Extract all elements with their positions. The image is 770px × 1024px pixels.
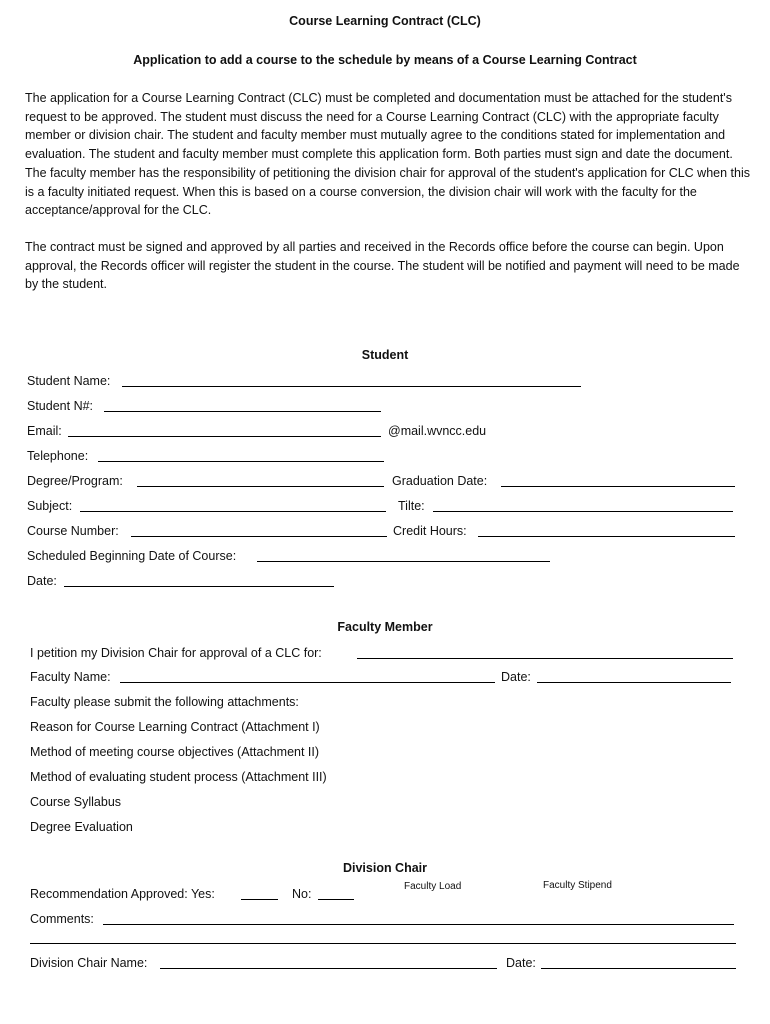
- student-name-field[interactable]: [122, 386, 581, 387]
- intro-paragraph-1: The application for a Course Learning Contract (CLC) must be completed and documentation must be attached for the student's request to be approved. The student must discuss the need for a Course Learning Contract (CLC) with the appropriate faculty member or division chair. The student and faculty member must mutually agree to the conditions stated for implementation and evaluation. The student and faculty member must complete this application form. Both parties must sign and date the document. The faculty member has the responsibility of petitioning the division chair for approval of the student's application for CLC when this is a faculty initiated request. When this is based on a course conversion, the division chair will work with the faculty for the acceptance/approval for the CLC.: [25, 91, 750, 218]
- attachments-intro: Faculty please submit the following attachments:: [30, 695, 299, 709]
- intro-section-2: [25, 238, 750, 294]
- faculty-heading: Faculty Member: [337, 620, 433, 634]
- student-number-field[interactable]: [104, 411, 381, 412]
- course-title-label: Tilte:: [398, 499, 425, 513]
- credit-hours-field[interactable]: [478, 536, 735, 537]
- page-title: Course Learning Contract (CLC): [289, 14, 481, 28]
- subject-field[interactable]: [80, 511, 386, 512]
- degree-program-label: Degree/Program:: [27, 474, 123, 488]
- page-subtitle: Application to add a course to the schedule by means of a Course Learning Contract: [133, 53, 637, 67]
- course-number-label: Course Number:: [27, 524, 119, 538]
- chair-name-field[interactable]: [160, 968, 497, 969]
- faculty-date-label: Date:: [501, 670, 531, 684]
- attachment-item: Method of meeting course objectives (Attachment II): [30, 745, 320, 759]
- graduation-date-label: Graduation Date:: [392, 474, 488, 488]
- graduation-date-field[interactable]: [501, 486, 735, 487]
- faculty-date-field[interactable]: [537, 682, 731, 683]
- intro-section: [25, 89, 750, 220]
- credit-hours-label: Credit Hours:: [393, 524, 467, 538]
- course-number-field[interactable]: [131, 536, 387, 537]
- student-name-label: Student Name:: [27, 374, 111, 388]
- faculty-name-label: Faculty Name:: [30, 670, 111, 684]
- approved-yes-field[interactable]: [241, 899, 278, 900]
- approved-no-label: No:: [292, 887, 312, 901]
- attachment-item: Degree Evaluation: [30, 820, 133, 834]
- faculty-load-label: Faculty Load: [404, 881, 462, 892]
- attachment-item: Course Syllabus: [30, 795, 122, 809]
- comments-label: Comments:: [30, 912, 94, 926]
- faculty-stipend-label: Faculty Stipend: [543, 880, 612, 891]
- attachment-item: Method of evaluating student process (Attachment III): [30, 770, 327, 784]
- student-number-label: Student N#:: [27, 399, 94, 413]
- recommendation-label: Recommendation Approved: Yes:: [30, 887, 215, 901]
- intro-paragraph-2: The contract must be signed and approved by all parties and received in the Records office before the course can begin. Upon approval, the Records officer will register the student in the course. The student will be notified and payment will need to be made by the student.: [25, 240, 740, 292]
- chair-date-label: Date:: [506, 956, 536, 970]
- chair-date-field[interactable]: [541, 968, 736, 969]
- division-chair-heading: Division Chair: [342, 861, 428, 875]
- petition-field[interactable]: [357, 658, 733, 659]
- student-date-field[interactable]: [64, 586, 334, 587]
- comments-field-line-2[interactable]: [30, 943, 736, 944]
- course-title-field[interactable]: [433, 511, 733, 512]
- begin-date-label: Scheduled Beginning Date of Course:: [27, 549, 237, 563]
- attachment-item: Reason for Course Learning Contract (Attachment I): [30, 720, 320, 734]
- telephone-field[interactable]: [98, 461, 384, 462]
- telephone-label: Telephone:: [27, 449, 89, 463]
- begin-date-field[interactable]: [257, 561, 550, 562]
- student-heading: Student: [361, 348, 409, 362]
- student-date-label: Date:: [27, 574, 57, 588]
- chair-name-label: Division Chair Name:: [30, 956, 148, 970]
- faculty-name-field[interactable]: [120, 682, 495, 683]
- petition-label: I petition my Division Chair for approval of a CLC for:: [30, 646, 322, 660]
- degree-program-field[interactable]: [137, 486, 384, 487]
- subject-label: Subject:: [27, 499, 73, 513]
- comments-field[interactable]: [103, 924, 734, 925]
- email-field[interactable]: [68, 436, 381, 437]
- email-label: Email:: [27, 424, 62, 438]
- email-domain-suffix: @mail.wvncc.edu: [388, 424, 487, 438]
- approved-no-field[interactable]: [318, 899, 354, 900]
